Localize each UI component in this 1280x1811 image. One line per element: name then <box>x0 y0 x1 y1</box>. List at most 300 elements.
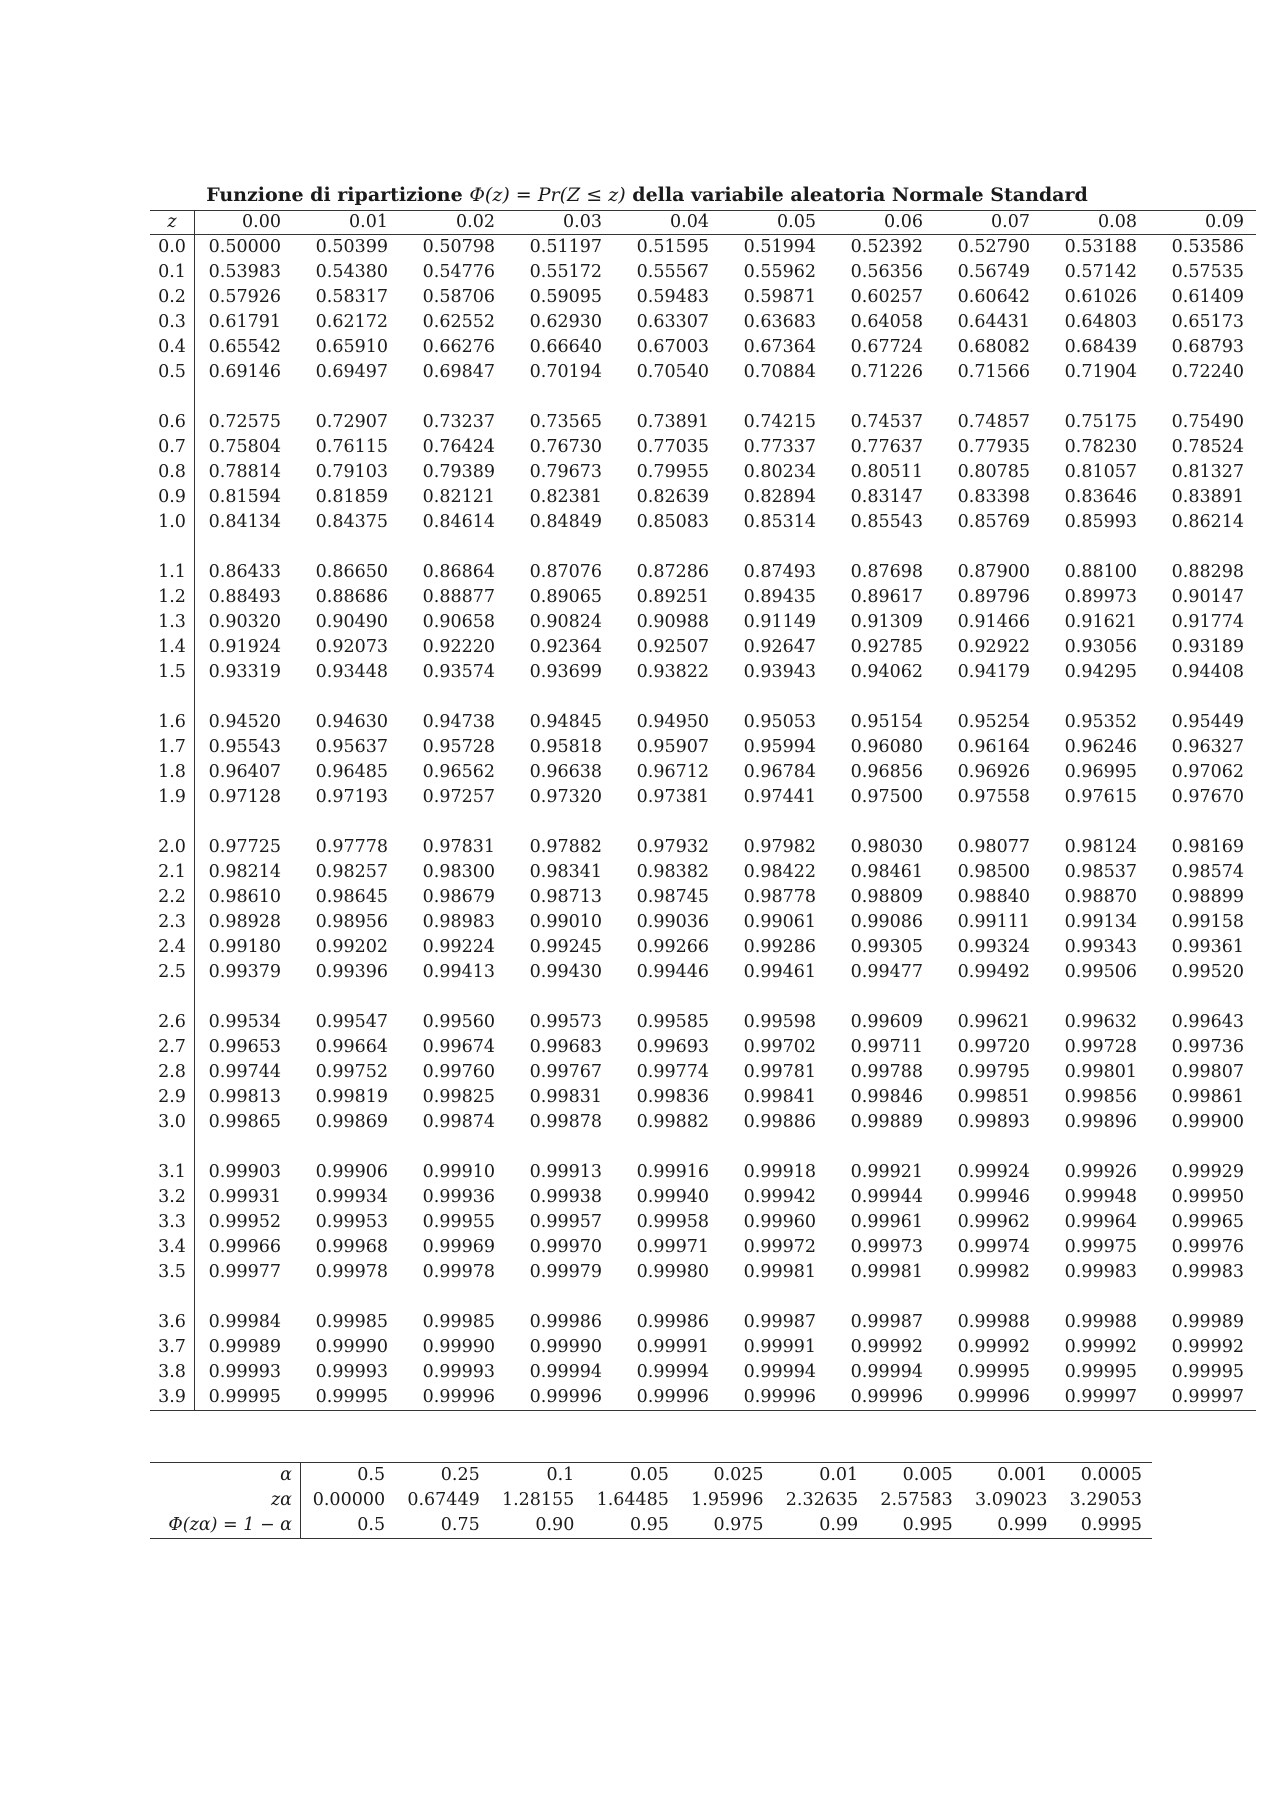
probability-cell: 0.99988 <box>957 1312 1030 1332</box>
probability-cell: 0.99819 <box>315 1087 388 1107</box>
table-row <box>150 1310 1256 1335</box>
probability-cell: 0.66640 <box>529 337 602 357</box>
quantile-row-label: zα <box>150 1488 301 1513</box>
probability-cell: 0.81327 <box>1171 462 1244 482</box>
z-value-cell: 2.5 <box>150 960 195 985</box>
header-row <box>150 211 1256 235</box>
quantile-value-cell: 1.28155 <box>501 1490 575 1510</box>
probability-cell: 0.99903 <box>208 1162 281 1182</box>
probability-cell: 0.99807 <box>1171 1062 1244 1082</box>
z-value-cell: 3.7 <box>150 1335 195 1360</box>
probability-cell: 0.99861 <box>1171 1087 1244 1107</box>
probability-cell: 0.99962 <box>957 1212 1030 1232</box>
probability-cell: 0.86433 <box>208 562 281 582</box>
probability-cell: 0.99985 <box>315 1312 388 1332</box>
probability-cell: 0.99990 <box>315 1337 388 1357</box>
probability-cell: 0.90658 <box>422 612 495 632</box>
probability-cell: 0.60642 <box>957 287 1030 307</box>
group-spacer <box>150 685 1256 710</box>
probability-cell: 0.62172 <box>315 312 388 332</box>
probability-cell: 0.99693 <box>636 1037 709 1057</box>
probability-cell: 0.99991 <box>636 1337 709 1357</box>
probability-cell: 0.99966 <box>208 1237 281 1257</box>
z-value-cell: 1.3 <box>150 610 195 635</box>
probability-cell: 0.99993 <box>422 1362 495 1382</box>
probability-cell: 0.99446 <box>636 962 709 982</box>
probability-cell: 0.99744 <box>208 1062 281 1082</box>
title-formula-lhs: Φ(z) <box>469 184 510 206</box>
probability-cell: 0.72575 <box>208 412 281 432</box>
probability-cell: 0.90320 <box>208 612 281 632</box>
table-row <box>150 710 1256 735</box>
probability-cell: 0.95637 <box>315 737 388 757</box>
probability-cell: 0.74215 <box>743 412 816 432</box>
probability-cell: 0.99987 <box>743 1312 816 1332</box>
probability-cell: 0.51994 <box>743 237 816 257</box>
probability-cell: 0.98214 <box>208 862 281 882</box>
probability-cell: 0.88100 <box>1064 562 1137 582</box>
probability-cell: 0.54380 <box>315 262 388 282</box>
quantile-value-cell: 0.999 <box>997 1515 1048 1535</box>
probability-cell: 0.99986 <box>636 1312 709 1332</box>
probability-cell: 0.84375 <box>315 512 388 532</box>
probability-cell: 0.57535 <box>1171 262 1244 282</box>
probability-cell: 0.99991 <box>743 1337 816 1357</box>
probability-cell: 0.99955 <box>422 1212 495 1232</box>
probability-cell: 0.97932 <box>636 837 709 857</box>
probability-cell: 0.99931 <box>208 1187 281 1207</box>
probability-cell: 0.84614 <box>422 512 495 532</box>
probability-cell: 0.96246 <box>1064 737 1137 757</box>
probability-cell: 0.99934 <box>315 1187 388 1207</box>
probability-cell: 0.91309 <box>850 612 923 632</box>
probability-cell: 0.99916 <box>636 1162 709 1182</box>
probability-cell: 0.79103 <box>315 462 388 482</box>
probability-cell: 0.99993 <box>315 1362 388 1382</box>
table-row <box>150 585 1256 610</box>
probability-cell: 0.97320 <box>529 787 602 807</box>
probability-cell: 0.85543 <box>850 512 923 532</box>
probability-cell: 0.95352 <box>1064 712 1137 732</box>
probability-cell: 0.92922 <box>957 637 1030 657</box>
probability-cell: 0.98382 <box>636 862 709 882</box>
probability-cell: 0.99995 <box>1064 1362 1137 1382</box>
probability-cell: 0.97982 <box>743 837 816 857</box>
probability-cell: 0.99664 <box>315 1037 388 1057</box>
probability-cell: 0.97257 <box>422 787 495 807</box>
probability-cell: 0.90988 <box>636 612 709 632</box>
probability-cell: 0.93056 <box>1064 637 1137 657</box>
probability-cell: 0.99996 <box>400 1385 507 1411</box>
probability-cell: 0.99896 <box>1064 1112 1137 1132</box>
probability-cell: 0.99946 <box>957 1187 1030 1207</box>
table-title <box>150 183 1144 207</box>
probability-cell: 0.99111 <box>957 912 1030 932</box>
probability-cell: 0.86864 <box>422 562 495 582</box>
probability-cell: 0.70540 <box>636 362 709 382</box>
z-value-cell: 0.8 <box>150 460 195 485</box>
probability-cell: 0.85769 <box>957 512 1030 532</box>
probability-cell: 0.99492 <box>957 962 1030 982</box>
quantile-row-label: α <box>150 1463 301 1489</box>
table-row <box>150 1185 1256 1210</box>
probability-cell: 0.95907 <box>636 737 709 757</box>
spacer-cell <box>195 385 1257 410</box>
probability-cell: 0.99886 <box>743 1112 816 1132</box>
probability-cell: 0.88298 <box>1171 562 1244 582</box>
probability-cell: 0.98745 <box>636 887 709 907</box>
table-row <box>150 1085 1256 1110</box>
probability-cell: 0.99994 <box>636 1362 709 1382</box>
z-value-cell: 1.8 <box>150 760 195 785</box>
probability-cell: 0.88686 <box>315 587 388 607</box>
probability-cell: 0.99986 <box>529 1312 602 1332</box>
probability-cell: 0.92507 <box>636 637 709 657</box>
probability-cell: 0.98956 <box>315 912 388 932</box>
probability-cell: 0.99305 <box>850 937 923 957</box>
probability-cell: 0.98341 <box>529 862 602 882</box>
z-value-cell: 3.9 <box>150 1385 195 1411</box>
probability-cell: 0.99224 <box>422 937 495 957</box>
probability-cell: 0.99795 <box>957 1062 1030 1082</box>
probability-cell: 0.94062 <box>850 662 923 682</box>
probability-cell: 0.79389 <box>422 462 495 482</box>
probability-cell: 0.70884 <box>743 362 816 382</box>
probability-cell: 0.99992 <box>1064 1337 1137 1357</box>
z-value-cell: 0.6 <box>150 410 195 435</box>
probability-cell: 0.98300 <box>422 862 495 882</box>
z-value-cell: 3.0 <box>150 1110 195 1135</box>
table-row <box>150 735 1256 760</box>
probability-cell: 0.99950 <box>1171 1187 1244 1207</box>
probability-cell: 0.99924 <box>957 1162 1030 1182</box>
probability-cell: 0.55962 <box>743 262 816 282</box>
probability-cell: 0.99801 <box>1064 1062 1137 1082</box>
probability-cell: 0.98679 <box>422 887 495 907</box>
probability-cell: 0.92785 <box>850 637 923 657</box>
probability-cell: 0.72240 <box>1171 362 1244 382</box>
group-spacer <box>150 1285 1256 1310</box>
probability-cell: 0.99361 <box>1171 937 1244 957</box>
probability-cell: 0.94295 <box>1064 662 1137 682</box>
table-row <box>150 260 1256 285</box>
probability-cell: 0.99836 <box>636 1087 709 1107</box>
quantile-value-cell: 0.00000 <box>312 1490 386 1510</box>
probability-cell: 0.99958 <box>636 1212 709 1232</box>
probability-cell: 0.99711 <box>850 1037 923 1057</box>
probability-cell: 0.99674 <box>422 1037 495 1057</box>
probability-cell: 0.95154 <box>850 712 923 732</box>
probability-cell: 0.99736 <box>1171 1037 1244 1057</box>
table-row <box>150 435 1256 460</box>
probability-cell: 0.99960 <box>743 1212 816 1232</box>
probability-cell: 0.93699 <box>529 662 602 682</box>
z-value-cell: 0.5 <box>150 360 195 385</box>
table-row <box>150 410 1256 435</box>
probability-cell: 0.79673 <box>529 462 602 482</box>
probability-cell: 0.99324 <box>957 937 1030 957</box>
quantile-value-cell: 0.995 <box>902 1515 953 1535</box>
probability-cell: 0.53188 <box>1064 237 1137 257</box>
probability-cell: 0.89435 <box>743 587 816 607</box>
probability-cell: 0.80511 <box>850 462 923 482</box>
probability-cell: 0.96784 <box>743 762 816 782</box>
probability-cell: 0.57142 <box>1064 262 1137 282</box>
probability-cell: 0.98840 <box>957 887 1030 907</box>
probability-cell: 0.98537 <box>1064 862 1137 882</box>
probability-cell: 0.77337 <box>743 437 816 457</box>
probability-cell: 0.96407 <box>208 762 281 782</box>
probability-cell: 0.83891 <box>1171 487 1244 507</box>
probability-cell: 0.99781 <box>743 1062 816 1082</box>
probability-cell: 0.98422 <box>743 862 816 882</box>
probability-cell: 0.57926 <box>208 287 281 307</box>
z-value-cell: 0.4 <box>150 335 195 360</box>
probability-cell: 0.99926 <box>1064 1162 1137 1182</box>
z-value-cell: 3.8 <box>150 1360 195 1385</box>
probability-cell: 0.96327 <box>1171 737 1244 757</box>
probability-cell: 0.99202 <box>315 937 388 957</box>
title-formula: Φ(z) = Pr(Z ≤ z) <box>469 184 626 206</box>
spacer-cell <box>195 535 1257 560</box>
probability-cell: 0.93448 <box>315 662 388 682</box>
probability-cell: 0.99534 <box>208 1012 281 1032</box>
probability-cell: 0.99560 <box>422 1012 495 1032</box>
probability-cell: 0.88877 <box>422 587 495 607</box>
probability-cell: 0.96926 <box>957 762 1030 782</box>
table-row <box>150 760 1256 785</box>
probability-cell: 0.99878 <box>529 1112 602 1132</box>
probability-cell: 0.55567 <box>636 262 709 282</box>
probability-cell: 0.94845 <box>529 712 602 732</box>
probability-cell: 0.72907 <box>315 412 388 432</box>
probability-cell: 0.69146 <box>208 362 281 382</box>
probability-cell: 0.99995 <box>293 1385 400 1411</box>
probability-cell: 0.97882 <box>529 837 602 857</box>
probability-cell: 0.94179 <box>957 662 1030 682</box>
spacer-cell <box>150 535 195 560</box>
table-row <box>150 610 1256 635</box>
z-value-cell: 0.2 <box>150 285 195 310</box>
quantile-value-cell: 0.9995 <box>1080 1515 1142 1535</box>
probability-cell: 0.65542 <box>208 337 281 357</box>
probability-cell: 0.52392 <box>850 237 923 257</box>
quantile-value-cell: 0.95 <box>629 1515 669 1535</box>
probability-cell: 0.97558 <box>957 787 1030 807</box>
table-row <box>150 1360 1256 1385</box>
probability-cell: 0.99266 <box>636 937 709 957</box>
probability-cell: 0.50399 <box>315 237 388 257</box>
probability-cell: 0.99343 <box>1064 937 1137 957</box>
quantile-value-cell: 0.0005 <box>1080 1465 1142 1485</box>
probability-cell: 0.98899 <box>1171 887 1244 907</box>
table-row <box>150 660 1256 685</box>
quantile-row-label: Φ(zα) = 1 − α <box>150 1513 301 1539</box>
probability-cell: 0.93319 <box>208 662 281 682</box>
probability-cell: 0.52790 <box>957 237 1030 257</box>
probability-cell: 0.99643 <box>1171 1012 1244 1032</box>
table-row <box>150 310 1256 335</box>
probability-cell: 0.99942 <box>743 1187 816 1207</box>
quantile-value-cell: 3.09023 <box>975 1490 1048 1510</box>
spacer-cell <box>195 1285 1257 1310</box>
probability-cell: 0.99929 <box>1171 1162 1244 1182</box>
probability-cell: 0.99573 <box>529 1012 602 1032</box>
probability-cell: 0.64803 <box>1064 312 1137 332</box>
probability-cell: 0.59483 <box>636 287 709 307</box>
z-value-cell: 3.1 <box>150 1160 195 1185</box>
probability-cell: 0.99585 <box>636 1012 709 1032</box>
z-column-header: z <box>150 211 195 235</box>
probability-cell: 0.99965 <box>1171 1212 1244 1232</box>
probability-cell: 0.99918 <box>743 1162 816 1182</box>
probability-cell: 0.99856 <box>1064 1087 1137 1107</box>
probability-cell: 0.88493 <box>208 587 281 607</box>
z-value-cell: 0.9 <box>150 485 195 510</box>
probability-cell: 0.96712 <box>636 762 709 782</box>
probability-cell: 0.56356 <box>850 262 923 282</box>
probability-cell: 0.96562 <box>422 762 495 782</box>
probability-cell: 0.99994 <box>850 1362 923 1382</box>
table-row <box>150 510 1256 535</box>
probability-cell: 0.58317 <box>315 287 388 307</box>
probability-cell: 0.99970 <box>529 1237 602 1257</box>
probability-cell: 0.97615 <box>1064 787 1137 807</box>
z-value-cell: 1.1 <box>150 560 195 585</box>
z-value-cell: 2.8 <box>150 1060 195 1085</box>
quantile-table <box>150 1462 1152 1539</box>
title-suffix: della variabile aleatoria Normale Standard <box>632 184 1088 206</box>
probability-cell: 0.99921 <box>850 1162 923 1182</box>
probability-cell: 0.60257 <box>850 287 923 307</box>
probability-cell: 0.76730 <box>529 437 602 457</box>
z-value-cell: 0.1 <box>150 260 195 285</box>
spacer-cell <box>150 1285 195 1310</box>
probability-cell: 0.82894 <box>743 487 816 507</box>
probability-cell: 0.99952 <box>208 1212 281 1232</box>
z-value-cell: 3.3 <box>150 1210 195 1235</box>
quantile-value-cell: 0.001 <box>997 1465 1048 1485</box>
probability-cell: 0.91924 <box>208 637 281 657</box>
z-value-cell: 2.7 <box>150 1035 195 1060</box>
table-row <box>150 1035 1256 1060</box>
probability-cell: 0.87900 <box>957 562 1030 582</box>
probability-cell: 0.95254 <box>957 712 1030 732</box>
probability-cell: 0.82381 <box>529 487 602 507</box>
probability-cell: 0.99036 <box>636 912 709 932</box>
z-value-cell: 1.9 <box>150 785 195 810</box>
probability-cell: 0.98713 <box>529 887 602 907</box>
probability-cell: 0.77035 <box>636 437 709 457</box>
spacer-cell <box>195 985 1257 1010</box>
probability-cell: 0.99996 <box>828 1385 935 1411</box>
probability-cell: 0.68082 <box>957 337 1030 357</box>
probability-cell: 0.99992 <box>957 1337 1030 1357</box>
probability-cell: 0.99882 <box>636 1112 709 1132</box>
group-spacer <box>150 810 1256 835</box>
probability-cell: 0.99997 <box>1149 1385 1256 1411</box>
probability-cell: 0.99913 <box>529 1162 602 1182</box>
probability-cell: 0.99396 <box>315 962 388 982</box>
probability-cell: 0.97193 <box>315 787 388 807</box>
probability-cell: 0.81859 <box>315 487 388 507</box>
probability-cell: 0.65910 <box>315 337 388 357</box>
probability-cell: 0.99158 <box>1171 912 1244 932</box>
probability-cell: 0.81057 <box>1064 462 1137 482</box>
probability-cell: 0.99995 <box>1171 1362 1244 1382</box>
probability-cell: 0.61791 <box>208 312 281 332</box>
probability-cell: 0.99989 <box>208 1337 281 1357</box>
probability-cell: 0.99653 <box>208 1037 281 1057</box>
probability-cell: 0.75490 <box>1171 412 1244 432</box>
probability-cell: 0.94520 <box>208 712 281 732</box>
probability-cell: 0.99010 <box>529 912 602 932</box>
probability-cell: 0.96080 <box>850 737 923 757</box>
probability-cell: 0.92073 <box>315 637 388 657</box>
probability-cell: 0.99520 <box>1171 962 1244 982</box>
z-value-cell: 1.7 <box>150 735 195 760</box>
probability-cell: 0.99983 <box>1171 1262 1244 1282</box>
probability-cell: 0.80234 <box>743 462 816 482</box>
probability-cell: 0.99598 <box>743 1012 816 1032</box>
probability-cell: 0.92647 <box>743 637 816 657</box>
probability-cell: 0.99938 <box>529 1187 602 1207</box>
probability-cell: 0.98574 <box>1171 862 1244 882</box>
z-value-cell: 1.6 <box>150 710 195 735</box>
probability-cell: 0.76424 <box>422 437 495 457</box>
probability-cell: 0.94630 <box>315 712 388 732</box>
probability-cell: 0.87076 <box>529 562 602 582</box>
probability-cell: 0.62552 <box>422 312 495 332</box>
probability-cell: 0.56749 <box>957 262 1030 282</box>
probability-cell: 0.99981 <box>850 1262 923 1282</box>
probability-cell: 0.53983 <box>208 262 281 282</box>
spacer-cell <box>150 685 195 710</box>
z-value-cell: 1.5 <box>150 660 195 685</box>
probability-cell: 0.99825 <box>422 1087 495 1107</box>
z-value-cell: 2.2 <box>150 885 195 910</box>
probability-cell: 0.71904 <box>1064 362 1137 382</box>
z-value-cell: 2.9 <box>150 1085 195 1110</box>
probability-cell: 0.99987 <box>850 1312 923 1332</box>
group-spacer <box>150 385 1256 410</box>
spacer-cell <box>150 1135 195 1160</box>
probability-cell: 0.75175 <box>1064 412 1137 432</box>
spacer-cell <box>195 810 1257 835</box>
quantile-value-cell: 0.025 <box>713 1465 764 1485</box>
probability-cell: 0.99988 <box>1064 1312 1137 1332</box>
probability-cell: 0.51595 <box>636 237 709 257</box>
probability-cell: 0.99889 <box>850 1112 923 1132</box>
probability-cell: 0.51197 <box>529 237 602 257</box>
probability-cell: 0.95728 <box>422 737 495 757</box>
probability-cell: 0.99994 <box>529 1362 602 1382</box>
probability-cell: 0.71226 <box>850 362 923 382</box>
probability-cell: 0.67724 <box>850 337 923 357</box>
probability-cell: 0.89251 <box>636 587 709 607</box>
probability-cell: 0.83646 <box>1064 487 1137 507</box>
probability-cell: 0.99893 <box>957 1112 1030 1132</box>
probability-cell: 0.93943 <box>743 662 816 682</box>
probability-cell: 0.66276 <box>422 337 495 357</box>
probability-cell: 0.99728 <box>1064 1037 1137 1057</box>
quantile-value-cell: 0.05 <box>629 1465 669 1485</box>
quantile-value-cell: 0.975 <box>713 1515 764 1535</box>
probability-cell: 0.82639 <box>636 487 709 507</box>
probability-cell: 0.99978 <box>422 1262 495 1282</box>
probability-cell: 0.99379 <box>208 962 281 982</box>
probability-cell: 0.99910 <box>422 1162 495 1182</box>
